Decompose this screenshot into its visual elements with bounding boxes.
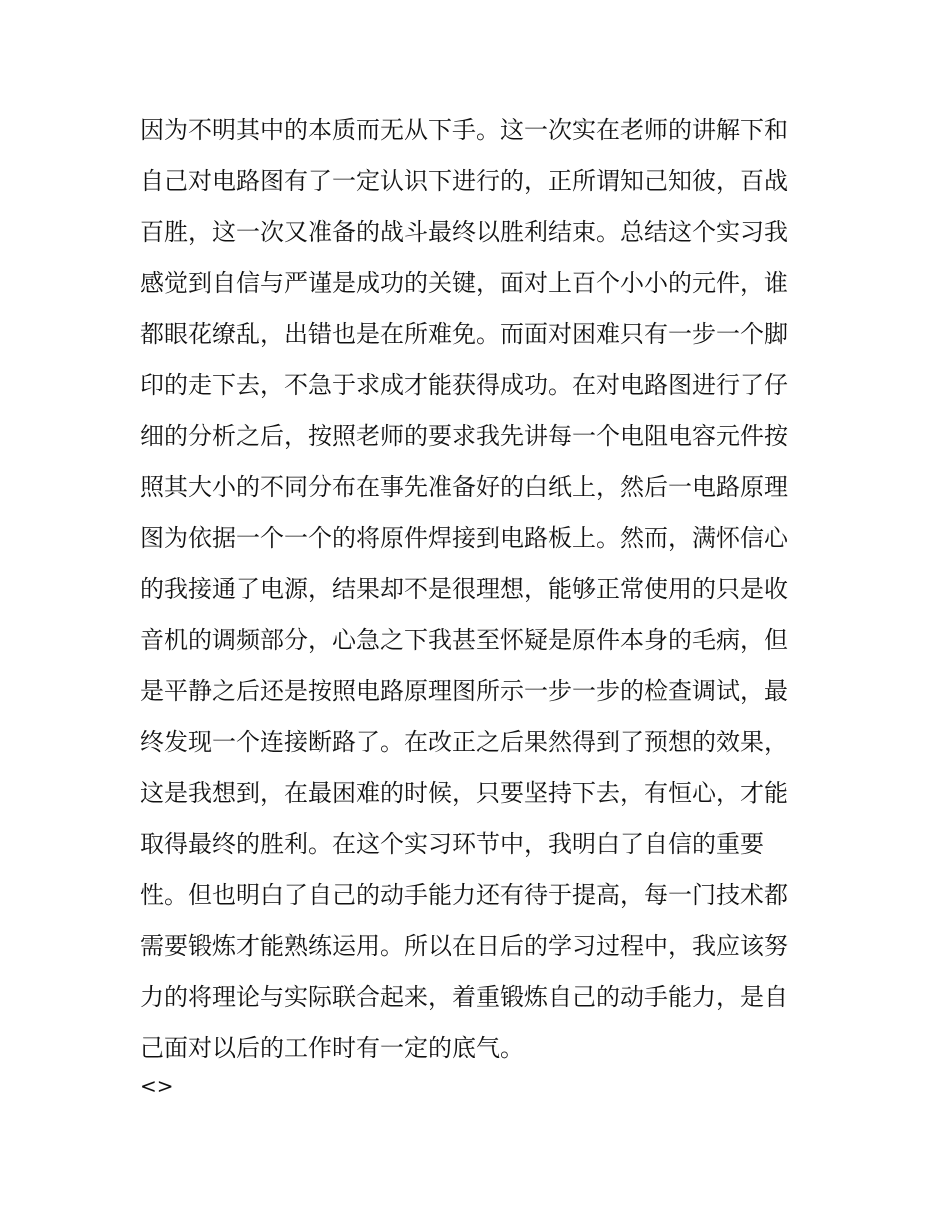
text-line-7: 细的分析之后，按照老师的要求我先讲每一个电阻电容元件按 (140, 422, 788, 450)
text-line-9: 图为依据一个一个的将原件焊接到电路板上。然而，满怀信心 (140, 524, 788, 552)
text-line-16: 性。但也明白了自己的动手能力还有待于提高，每一门技术都 (140, 881, 788, 909)
text-line-10: 的我接通了电源，结果却不是很理想，能够正常使用的只是收 (140, 575, 788, 603)
text-line-12: 是平静之后还是按照电路原理图所示一步一步的检查调试，最 (140, 677, 788, 705)
footer-mark: <> (140, 1074, 174, 1098)
text-line-3: 百胜，这一次又准备的战斗最终以胜利结束。总结这个实习我 (140, 218, 788, 246)
text-line-17: 需要锻炼才能熟练运用。所以在日后的学习过程中，我应该努 (140, 932, 788, 960)
text-line-19: 己面对以后的工作时有一定的底气。 (140, 1034, 524, 1062)
text-line-2: 自己对电路图有了一定认识下进行的，正所谓知己知彼，百战 (140, 167, 788, 195)
text-line-13: 终发现一个连接断路了。在改正之后果然得到了预想的效果， (140, 728, 788, 756)
text-line-6: 印的走下去，不急于求成才能获得成功。在对电路图进行了仔 (140, 371, 788, 399)
text-line-5: 都眼花缭乱，出错也是在所难免。而面对困难只有一步一个脚 (140, 320, 788, 348)
text-line-14: 这是我想到，在最困难的时候，只要坚持下去，有恒心，才能 (140, 779, 788, 807)
text-line-15: 取得最终的胜利。在这个实习环节中，我明白了自信的重要 (140, 830, 764, 858)
text-line-8: 照其大小的不同分布在事先准备好的白纸上，然后一电路原理 (140, 473, 788, 501)
body-text (140, 105, 820, 1074)
text-line-4: 感觉到自信与严谨是成功的关键，面对上百个小小的元件，谁 (140, 269, 788, 297)
text-line-11: 音机的调频部分，心急之下我甚至怀疑是原件本身的毛病，但 (140, 626, 788, 654)
text-line-1: 因为不明其中的本质而无从下手。这一次实在老师的讲解下和 (140, 116, 788, 144)
text-line-18: 力的将理论与实际联合起来，着重锻炼自己的动手能力，是自 (140, 983, 788, 1011)
